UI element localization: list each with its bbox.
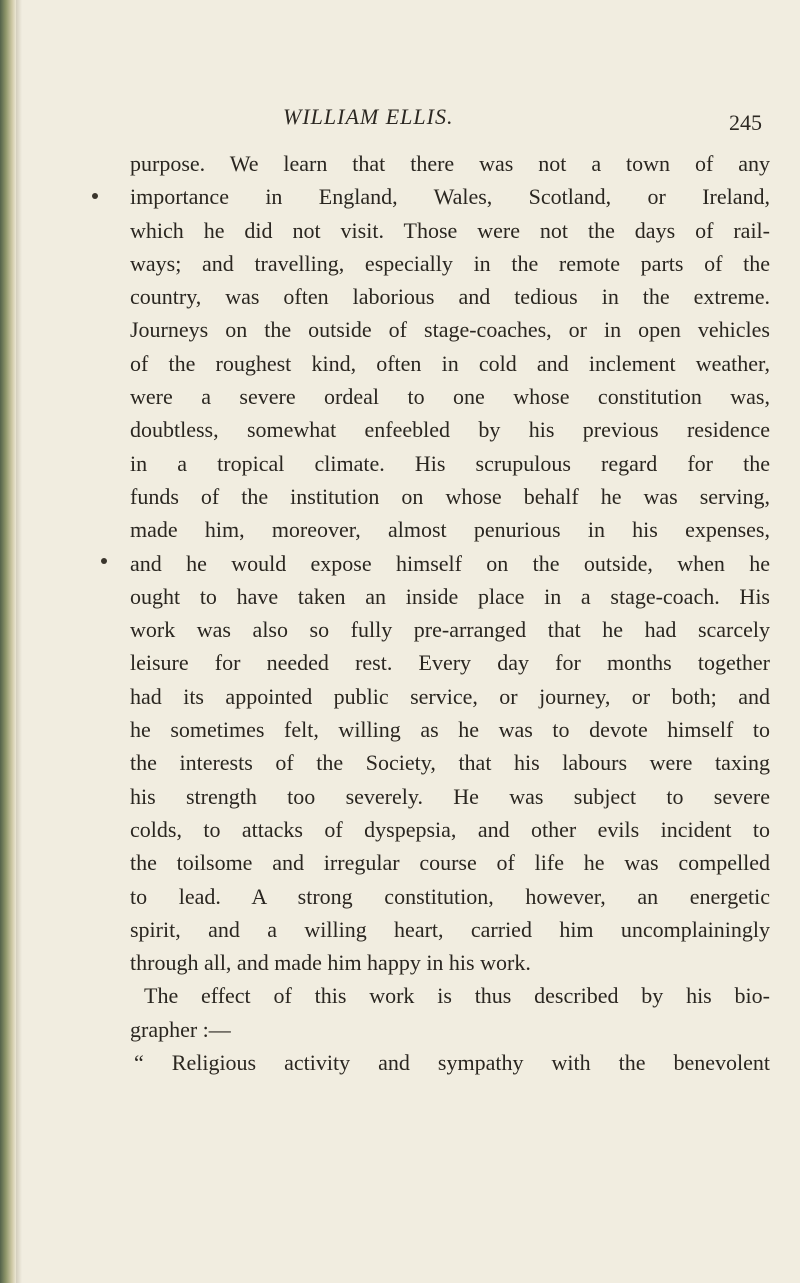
text-line: spirit, and a willing heart, carried him uncomplainingly bbox=[130, 916, 770, 942]
text-line: colds, to attacks of dyspepsia, and other evils incident to bbox=[130, 816, 770, 842]
text-line: work was also so fully pre-arranged that he had scarcely bbox=[130, 617, 770, 643]
text-line: doubtless, somewhat enfeebled by his previous residence bbox=[130, 417, 770, 443]
body-text bbox=[130, 147, 770, 1079]
text-line: of the roughest kind, often in cold and inclement weather, bbox=[130, 350, 770, 376]
text-line: his strength too severely. He was subject to severe bbox=[130, 783, 770, 809]
text-line: the interests of the Society, that his labours were taxing bbox=[130, 750, 770, 776]
margin-dot bbox=[101, 558, 107, 564]
text-line: ways; and travelling, especially in the remote parts of the bbox=[130, 250, 770, 276]
text-line: which he did not visit. Those were not the days of rail- bbox=[130, 217, 770, 243]
text-line: he sometimes felt, willing as he was to devote himself to bbox=[130, 717, 770, 743]
margin-dot bbox=[92, 193, 98, 199]
text-line: had its appointed public service, or journey, or both; and bbox=[130, 683, 770, 709]
text-line: importance in England, Wales, Scotland, or Ireland, bbox=[130, 184, 770, 210]
book-spine-shadow bbox=[0, 0, 16, 1283]
text-line: through all, and made him happy in his work. bbox=[130, 950, 531, 976]
text-line: leisure for needed rest. Every day for months together bbox=[130, 650, 770, 676]
text-line: were a severe ordeal to one whose constitution was, bbox=[130, 384, 770, 410]
text-line: “ Religious activity and sympathy with the benevolent bbox=[134, 1050, 770, 1076]
text-line: The effect of this work is thus described by his bio- bbox=[144, 983, 770, 1009]
text-line: ought to have taken an inside place in a stage-coach. His bbox=[130, 583, 770, 609]
gutter-shadow bbox=[16, 0, 22, 1283]
text-line: purpose. We learn that there was not a town of any bbox=[130, 151, 770, 176]
text-line: country, was often laborious and tedious in the extreme. bbox=[130, 284, 770, 310]
running-head: WILLIAM ELLIS. bbox=[283, 104, 454, 129]
page-header bbox=[0, 104, 800, 144]
page-number: 245 bbox=[729, 110, 762, 135]
text-line: made him, moreover, almost penurious in his expenses, bbox=[130, 517, 770, 543]
text-line: funds of the institution on whose behalf he was serving, bbox=[130, 483, 770, 509]
text-line: grapher :— bbox=[130, 1016, 231, 1042]
text-line: Journeys on the outside of stage-coaches, or in open vehicles bbox=[130, 317, 770, 343]
text-line: the toilsome and irregular course of life he was compelled bbox=[130, 850, 770, 876]
text-line: and he would expose himself on the outside, when he bbox=[130, 550, 770, 576]
text-line: in a tropical climate. His scrupulous regard for the bbox=[130, 450, 770, 476]
text-line: to lead. A strong constitution, however, an energetic bbox=[130, 883, 770, 909]
